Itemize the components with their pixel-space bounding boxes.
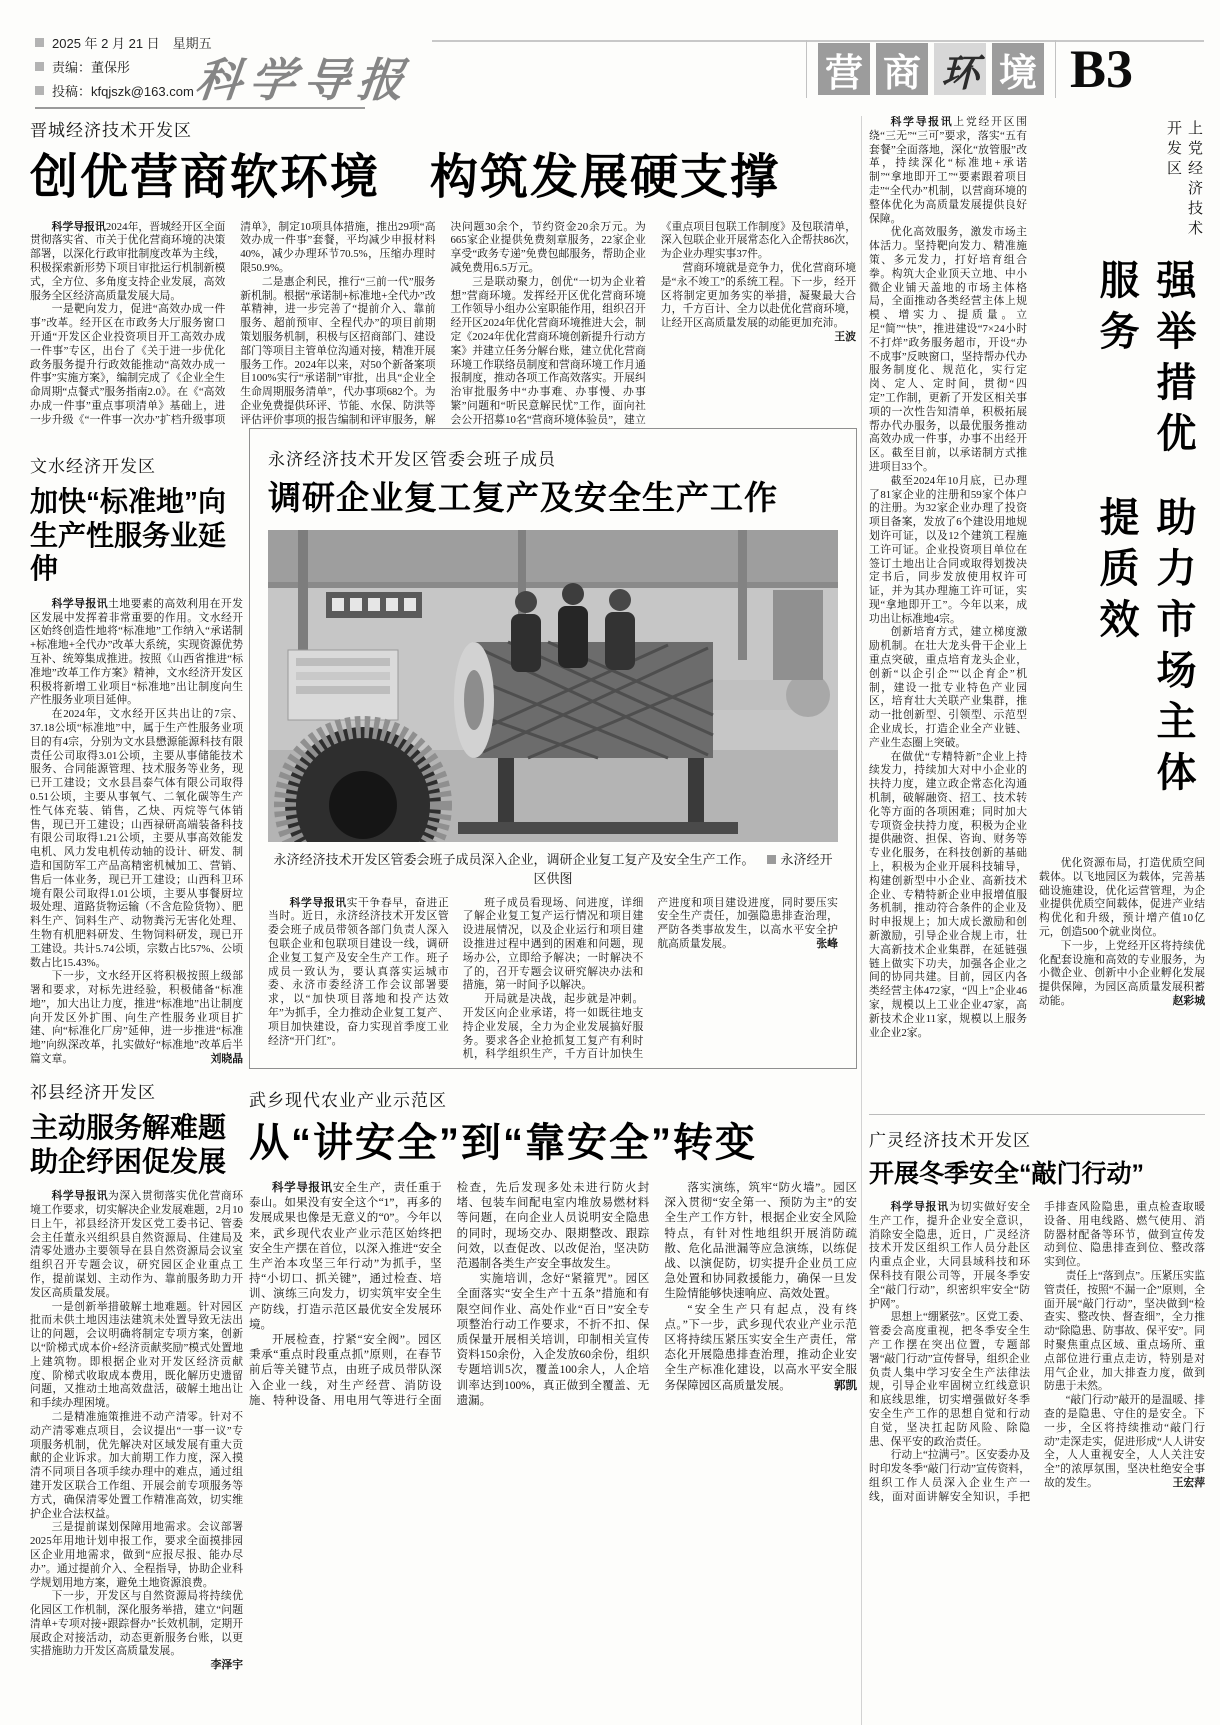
article-kicker: 广灵经济技术开发区 <box>869 1131 1031 1150</box>
article-headline: 主动服务解难题 助企纾困促发展 <box>30 1112 227 1177</box>
paragraph: 科学导报讯为深入贯彻落实优化营商环境工作要求，切实解决企业发展难题，2月10日上午，祁县经济开发区党工委书记、管委会主任董永兴组织县自然资源局、住建局及清零处遗办主要领导在县自然资源局会议室组织召开专题会议，研究园区企业重点工作，提前谋划、主动作为、靠前服务助力开发区高质量发展。 <box>30 1190 243 1299</box>
paragraph: 二是精准施策推进不动产清零。针对不动产清零难点项目，会议提出“一事一议”专项服务机制，优先解决对区域发展有重大贡献的企业诉求。加大前期工作力度，深入摸清不同项目各项手续办理中的难点，通过组建开发区联合工作组、开展会前专项服务等方式，确保清零处置工作精准高效，切实维护企业合法权益。 <box>30 1410 243 1520</box>
paragraph: 实施培训，念好“紧箍咒”。园区全面落实“安全生产十五条”措施和有限空间作业、高处作业“百日”安全专项整治行动工作要求，不折不扣、保质保量开展相关培训，印制相关宣传资料150余份，入企发放60余份，组织专题培训5次，覆盖100余人，人企培训率达到100%，真正做到全覆盖、无遗漏。 <box>456 1273 650 1407</box>
divider <box>806 40 807 98</box>
paragraph: 三是提前谋划保障用地需求。会议部署2025年用地计划申报工作，要求全面摸排园区企业用地需求，做到“应报尽报、能办尽办”。通过提前介入、全程指导，协助企业科学规划用地方案，避免土地资源浪费。 <box>30 1521 243 1589</box>
contribute-email: 投稿：kfqjszk@163.com <box>52 84 194 99</box>
page-number: B3 <box>1070 39 1134 99</box>
byline: 李泽宇 <box>210 1659 243 1672</box>
article-kicker: 祁县经济开发区 <box>30 1083 156 1102</box>
masthead-logo: 科学导报 <box>192 53 415 107</box>
article-body <box>30 1190 243 1672</box>
article-kicker: 晋城经济技术开发区 <box>30 121 192 140</box>
paragraph: 在2024年，文水经开区共出让的7宗、37.18公顷“标准地”中，属于生产性服务业项目的有4宗，分别为文水县懋源能源科技有限责任公司取得3.01公顷，主要从事储能技术服务、合同能源管理、技术服务等业务，现已开工建设；文水县昌泰气体有限公司取得0.51公顷，主要从事氧气、二氧化碳等生产性气体充装、销售，乙炔、丙烷等气体销售，现已开工建设；山西禄研高端装备科技有限公司取得1.21公顷，主要从事高效能发电机、风力发电机传动轴的设计、研发、制造和国防军工产品高精密机械加工、营销、售后一体业务，现已开工建设；山西科卫环境有限公司取得1.01公顷，主要从事餐厨垃圾处理、道路货物运输（不含危险货物）、肥料生产、饲料生产、动物粪污无害化处理、生物有机肥料研发、生物饲料研发，现已开工建设。共计5.74公顷，宗数占比57%、公顷数占比15.43%。 <box>30 708 243 969</box>
paragraph: 班子成员看现场、问进度，详细了解企业复工复产运行情况和项目建设进展情况，以及企业运行和项目建设推进过程中遇到的困难和问题，现场办公，立即给予解决；一时解决不了的，召开专题会议研究解决办法和措施，第一时间予以解决。 <box>462 896 644 992</box>
byline: 刘晓晶 <box>210 1053 243 1066</box>
editor-name: 责编：董保彤 <box>52 60 131 75</box>
article-kicker: 武乡现代农业产业示范区 <box>249 1091 447 1110</box>
bullet-square-icon <box>35 62 44 71</box>
column-divider <box>861 116 862 1725</box>
paragraph: 一是创新举措破解土地难题。针对园区批而未供土地因违法建筑未处置导致无法出让的问题，会议明确将制定专项方案，创新以“阶梯式成本价+经济贡献奖励”模式处置地上建筑物。即根据企业对开发区经济贡献度、阶梯式收取成本费用，既化解历史遗留问题，又推动土地高效盘活，破解土地出让和手续办理困境。 <box>30 1300 243 1410</box>
paragraph: 下一步，上党经开区将持续优化配套设施和高效的专业服务，为小微企业、创新中小企业孵化发展提供保障，为园区高质量发展积蓄动能。 赵彩城 <box>1039 939 1205 1007</box>
vertical-headline-block <box>1039 116 1205 851</box>
article-headline: 加快“标准地”向 生产性服务业延伸 <box>30 486 227 585</box>
article-yongji <box>249 428 857 1069</box>
paragraph: 在做优“专精特新”企业上持续发力，持续加大对中小企业的扶持力度，建立政企常态化沟通机制，破解融资、招工、技术转化等方面的各项困难；同时加大专项资金扶持力度，积极为企业提供融资、担保、咨询、财务等专业化服务，在科技创新的基础上，积极为企业开展科技辅导，构建创新型中小企业、高新技术企业、专精特新企业申报增值服务机制，推动符合条件的企业及时申报规上；加大成长激励和创新激励，引导企业合规上市，壮大高新技术企业集群，在延链强链上做实下功夫，加强各企业之间的协同共建。目前，园区内各类经营主体472家，“四上”企业46家，规模以上工业企业47家，高新技术企业11家，规模以上服务业企业2家。 <box>869 750 1027 1039</box>
byline: 王宏萍 <box>1172 1476 1205 1489</box>
paragraph: “敲门行动”敲开的是温暖、排查的是隐患、守住的是安全。下一步，全区将持续推动“敲门行动”走深走实，促进形成“人人讲安全，人人重视安全，人人关注安全”的浓厚氛围，坚决杜绝安全事故的发生。 王宏萍 <box>1044 1394 1205 1489</box>
article-jincheng <box>30 116 856 429</box>
byline: 王波 <box>834 330 856 343</box>
article-headline: 调研企业复工复产及安全生产工作 <box>268 479 778 516</box>
section-char: 境 <box>992 43 1044 95</box>
article-kicker: 上党经济技术开发区 <box>1165 120 1203 240</box>
article-headline: 创优营商软环境 构筑发展硬支撑 <box>30 151 781 204</box>
publication-date: 2025 年 2 月 21 日 星期五 <box>52 36 212 51</box>
article-body <box>249 1181 857 1409</box>
paragraph: 优化高效服务，激发市场主体活力。坚持靶向发力、精准施策、多元发力，打好培育组合拳。构筑大企业顶天立地、中小微企业铺天盖地的市场主体格局，全面推动各类经营主体上规模、增实力、提质量。立足“简”“快”，推进建设“7×24小时不打烊”政务服务超市，开设“办不成事”反映窗口，坚持帮办代办服务制度化、规范化，实行定岗、定人、定时间，贯彻“四定”工作制，更新了开发区相关事项的一次性告知清单，积极拓展帮办代办服务，以最优服务推动高效办成一件事，办事不出经开区。截至目前，以承诺制方式推进项目33个。 <box>869 226 1027 473</box>
paragraph: 科学导报讯安全生产，责任重于泰山。如果没有安全这个“1”，再多的发展成果也像是无意义的“0”。今年以来，武乡现代农业产业示范区始终把安全生产摆在首位，以深入推进“安全生产治本攻坚三年行动”为抓手，坚持“小切口、抓关键”，通过检查、培训、演练三向发力，切实筑牢安全生产防线，打造示范区最优安全发展环境。 <box>249 1182 442 1331</box>
article-headline: 从“讲安全”到“靠安全”转变 <box>249 1121 757 1165</box>
article-body <box>30 221 856 429</box>
article-headline-line-2: 助力市场主体提质效 <box>1094 495 1195 802</box>
article-kicker: 文水经济开发区 <box>30 457 156 476</box>
paragraph: 科学导报讯为切实做好安全生产工作，提升企业安全意识，消除安全隐患，近日，广灵经济技术开发区组织工作人员分赴区内重点企业，大同县域科技和环保科技有限公司等，开展冬季安全“敲门行动”，织密织牢安全“防护网”。 <box>869 1201 1031 1310</box>
paragraph: 下一步，开发区与自然资源局将持续优化园区工作机制，深化服务举措，建立“问题清单+专项对接+跟踪督办”长效机制，定期开展政企对接活动，动态更新服务台账，以更实措施助力开发区高质量发展。 李泽宇 <box>30 1590 243 1672</box>
article-shangdang <box>869 116 1205 1112</box>
byline: 张峰 <box>816 937 838 950</box>
workshop-photo <box>268 530 838 842</box>
byline: 郭凯 <box>833 1379 857 1392</box>
photo-credit: 永济经开区供图 <box>533 851 833 886</box>
byline: 赵彩城 <box>1172 994 1205 1007</box>
paragraph: 三是联动聚力，创优“一切为企业着想”营商环境。发挥经开区优化营商环境工作领导小组办公室职能作用，组织召开经开区2024年优化营商环境推进大会，制定《2024年优化营商环境创新提升行动方案》并建立任务分解台账，建立优化营商环境工作联络员制度和营商环境工作月通报制度，推动各项工作高效落实。开展纠治审批服务中“办事难、办事慢、办事繁”问题和“听民意解民忧”工作，面向社会公开招募10名“营商环境体验员”，建立《重点项目包联工作制度》及包联清单，深入包联企业开展常态化入企帮扶86次，为企业办理实事37件。 <box>450 220 856 426</box>
date-line <box>35 33 225 52</box>
paragraph: 二是惠企利民，推行“三前一代”服务新机制。根据“承诺制+标准地+全代办”改革精神，进一步完善了“提前介入、靠前服务、超前预审、全程代办”的项目前期策划服务机制，积极与区招商部门、建设部门等项目主管单位沟通对接，精准开展服务工作。2024年以来，对50个新备案项目100%实行“承诺制”审批，出具“企业全生命周期服务清单”，代办事项682个。为企业免费提供环评、节能、水保、防洪等评估评价事项的报告编制和评审服务，解决问题30余个，节约资金20余万元。为665家企业提供免费刻章服务，22家企业享受“政务专递”免费包邮服务，帮助企业减免费用6.5万元。 <box>240 220 646 426</box>
divider <box>1055 40 1056 98</box>
figure-silhouettes <box>511 583 635 672</box>
paragraph: 落实演练，筑牢“防火墙”。园区深入贯彻“安全第一、预防为主”的安全生产工作方针，根据企业安全风险特点，有针对性地组织开展消防疏散、危化品泄漏等应急演练，以练促战、以演促防，切实提升企业员工应急处置和协同救援能力，确保一旦发生险情能够快速响应、高效处置。 <box>664 1182 857 1301</box>
paragraph: 科学导报讯土地要素的高效利用在开发区发展中发挥着非常重要的作用。文水经开区始终创造性地将“标准地”工作纳入“承诺制+标准地+全代办”改革大系统，实现资源优势互补、统筹集成推进。按照《山西省推进“标准地”改革工作方案》精神，文水经济开发区积极将新增工业项目“标准地”出让制度向生产性服务业项目延伸。 <box>30 597 243 707</box>
article-body-column-2 <box>1039 857 1205 1112</box>
paragraph: “安全生产只有起点，没有终点。”下一步，武乡现代农业产业示范区将持续压紧压实安全生产责任，常态化开展隐患排查治理，推动企业安全生产标准化建设，以高水平安全服务保障园区高质量发展。 郭凯 <box>664 1303 857 1394</box>
article-body-column-1 <box>869 116 1027 1112</box>
bullet-square-icon <box>35 38 44 47</box>
section-char-calligraphy: 环 <box>934 43 986 95</box>
article-wenshui <box>30 452 243 1074</box>
paragraph: 科学导报讯2024年，晋城经开区全面贯彻落实省、市关于优化营商环境的决策部署，以深化行政审批制度改革为主线，积极探索新形势下项目审批运行机制新模式，全方位、多角度支持企业发展，高效服务全区经济高质量发展大局。 <box>30 220 226 302</box>
article-guangling <box>869 1126 1205 1725</box>
section-banner <box>798 40 1133 98</box>
paragraph: 开局就是决战，起步就是冲刺。开发区向企业承诺，将一如既往地支持企业发展，全力为企业发展搞好服务。要求各企业抢抓复工复产有利时机，科学组织生产，千方百计加快生产进度和项目建设进度，同时要压实安全生产责任，加强隐患排查治理，严防各类事故发生，以高水平安全护航高质量发展。 张峰 <box>462 896 838 1061</box>
paragraph: 科学导报讯实干争春早，奋进正当时。近日，永济经济技术开发区管委会班子成员带领各部门负责人深入包联企业和包联项目建设一线，调研企业复工复产及安全生产工作。班子成员一致认为，要认真落实运城市委、永济市委经济工作会议部署要求，以“加快项目落地和投产达效年”为抓手，全力推动企业复工复产、项目加快建设，奋力实现首季度工业经济“开门红”。 <box>268 896 449 1047</box>
paragraph: 下一步，文水经开区将积极按照上级部署和要求，对标先进经验，积极储备“标准地”，加大出让力度，推进“标准地”出让制度向开发区外扩围、向生产性服务业项目扩建、向“标准化厂房”延伸，进一步推进“标准地”向纵深改革，扎实做好“标准地”改革后半篇文章。 刘晓晶 <box>30 970 243 1066</box>
article-body <box>268 897 838 1065</box>
section-char: 营 <box>818 43 870 95</box>
article-headline: 开展冬季安全“敲门行动” <box>869 1160 1145 1188</box>
paragraph: 开展检查，拧紧“安全阀”。园区秉承“重点时段重点抓”原则，在春节前后等关键节点，由班子成员带队深入企业一线，对生产经营、消防设施、特种设备、用电用气等进行全面检查，先后发现多处未进行防火封堵、包装车间配电室内堆放易燃材料等问题，在向企业人员说明安全隐患的同时，现场交办、限期整改、跟踪问效，以查促改、以改促治，坚决防范遏制各类生产安全事故发生。 <box>249 1182 650 1407</box>
article-wuxiang <box>249 1086 857 1725</box>
paragraph: 科学导报讯上党经开区围绕“三无”“三可”要求，落实“五有套餐”全面落地，深化“放管服”改革，持续深化“标准地+承诺制”“拿地即开工”“要素跟着项目走”“全代办”机制，以营商环境的整体优化为高质量发展提供良好保障。 <box>869 116 1027 225</box>
paragraph: 创新培育方式，建立梯度激励机制。在壮大龙头骨干企业上重点突破，重点培育龙头企业，创新“以企引企”“以企育企”机制，建设一批专业特色产业园区，培育壮大关联产业集群，推动一批创新型、引领型、示范型企业成长，打造企业全产业链、产业生态圈上突破。 <box>869 626 1027 749</box>
photo-caption: 永济经济技术开发区管委会班子成员深入企业，调研企业复工复产及安全生产工作。 永济经开区供图 <box>273 851 833 886</box>
article-body <box>30 598 243 1067</box>
bullet-square-icon <box>35 86 44 95</box>
paragraph: 一是靶向发力，促进“高效办成一件事”改革。经开区在市政务大厅服务窗口开通“开发区企业投资项目开工高效办成一件事”专区，出台了《关于进一步优化政务服务提升行政效能推动“高效办成一件事”实施方案》，编制完成了《企业全生命周期“点餐式”服务指南2.0》。在《“高效办成一件事”重点事项清单》基础上，进一步升级《“一件事一次办”扩档升级事项清单》，制定10项具体措施，推出29项“高效办成一件事”套餐，平均减少申报材料40%，减少办理环节70.5%，压缩办理时限50.9%。 <box>30 220 436 426</box>
photo-credit-square-icon <box>767 855 776 864</box>
section-char: 商 <box>876 43 928 95</box>
paragraph: 营商环境就是竞争力，优化营商环境是“永不竣工”的系统工程。下一步，经开区将制定更加务实的举措，凝聚最大合力，千方百计、全力以赴优化营商环境，让经开区高质量发展的动能更加充沛。 王波 <box>660 261 856 343</box>
article-body <box>869 1201 1205 1505</box>
paragraph: 思想上“绷紧弦”。区党工委、管委会高度重视，把冬季安全生产工作摆在突出位置，专题部署“敲门行动”宣传督导，组织企业负责人集中学习安全生产法律法规，引导企业牢固树立红线意识和底线思维，切实增强做好冬季安全生产工作的思想自觉和行动自觉，坚决扛起防风险、除隐患、保平安的政治责任。 <box>869 1311 1030 1448</box>
article-right-column <box>1039 116 1205 1112</box>
article-qixian <box>30 1078 243 1723</box>
article-headline-line-1: 强举措优服务 <box>1094 259 1195 464</box>
paragraph: 行动上“拉满弓”。区安委办及时印发冬季“敲门行动”宣传资料，组织工作人员深入企业生产一线，面对面讲解安全知识，手把手排查风险隐患，重点检查取暖设备、用电线路、燃气使用、消防器材配备等环节，做到宣传发动到位、隐患排查到位、整改落实到位。 <box>869 1201 1205 1503</box>
article-kicker: 永济经济技术开发区管委会班子成员 <box>268 450 556 469</box>
paragraph: 优化资源布局，打造优质空间载体。以飞地园区为载体，完善基础设施建设，优化运营管理，为企业提供优质空间载体，促进产业结构优化和升级，预计增产值10亿元，创造500个就业岗位。 <box>1039 857 1205 938</box>
paragraph: 责任上“落到点”。压紧压实监管责任，按照“不漏一企”原则，全面开展“敲门行动”，坚决做到“检查实、整改快、督查细”，全力推动“除隐患、防事故、保平安”。同时聚焦重点区域、重点场所、重点部位进行重点走访，特别是对用气企业，加大排查力度，做到防患于未然。 <box>1044 1269 1205 1393</box>
paragraph: 截至2024年10月底，已办理了81家企业的注册和59家个体户的注册。为32家企业办理了投资项目备案，发放了6个建设用地规划许可证，以及12个建筑工程施工许可证。企业投资项目单位在签订土地出让合同或取得划拨决定书后，同步发放使用权许可证，并为其办理施工许可证，实现“拿地即开工”。今年以来，成功出让标准地4宗。 <box>869 474 1027 625</box>
section-divider <box>869 1114 1205 1115</box>
